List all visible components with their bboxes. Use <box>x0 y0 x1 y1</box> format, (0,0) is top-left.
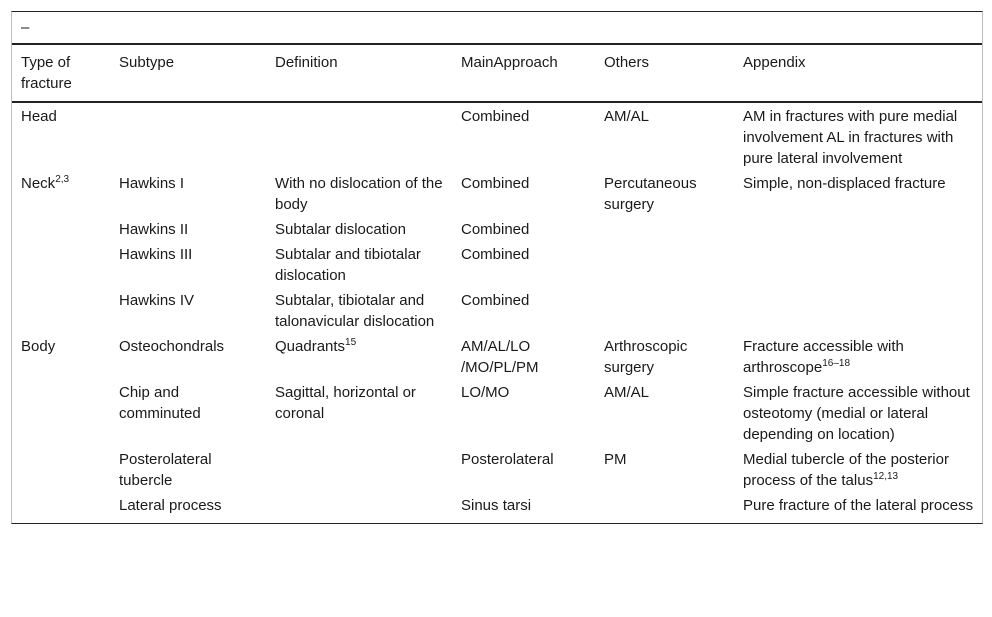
cell-appendix <box>734 171 982 217</box>
cell-approach <box>452 102 595 171</box>
header-definition: Definition <box>266 45 452 102</box>
cell-others <box>595 217 734 242</box>
cell-approach <box>452 493 595 523</box>
cell-type <box>12 447 110 493</box>
cell-appendix <box>734 242 982 288</box>
cell-approach-text: Combined <box>461 292 530 309</box>
cell-appendix-text: Simple fracture accessible without osteotomy (medial or lateral depending on location) <box>743 384 970 443</box>
cell-approach <box>452 171 595 217</box>
cell-approach <box>452 447 595 493</box>
cell-subtype-text: Osteochondrals <box>119 338 225 355</box>
table-caption: – <box>12 12 982 45</box>
cell-appendix <box>734 380 982 447</box>
cell-definition-text: Sagittal, horizontal or coronal <box>275 384 416 422</box>
cell-others <box>595 171 734 217</box>
table-row <box>12 102 982 171</box>
cell-approach-text: Combined <box>461 246 530 263</box>
header-subtype: Subtype <box>110 45 266 102</box>
table-row <box>12 334 982 380</box>
cell-type <box>12 334 110 380</box>
cell-appendix <box>734 334 982 380</box>
table-row <box>12 380 982 447</box>
reference-superscript: 16–18 <box>822 358 851 369</box>
cell-appendix-text: Pure fracture of the lateral process <box>743 497 974 514</box>
cell-subtype-text: Hawkins IV <box>119 292 195 309</box>
cell-type <box>12 242 110 288</box>
cell-definition <box>266 242 452 288</box>
cell-subtype-text: Posterolateral tubercle <box>119 451 212 489</box>
table-row <box>12 217 982 242</box>
cell-subtype <box>110 380 266 447</box>
cell-approach <box>452 334 595 380</box>
cell-appendix <box>734 102 982 171</box>
cell-definition-text: Subtalar and tibiotalar dislocation <box>275 246 421 284</box>
cell-definition-text: Subtalar, tibiotalar and talonavicular dislocation <box>275 292 435 330</box>
cell-appendix-text: AM in fractures with pure medial involvement AL in fractures with pure lateral involvement <box>743 108 958 167</box>
cell-subtype <box>110 447 266 493</box>
fracture-classification-table <box>11 11 983 524</box>
cell-definition <box>266 493 452 523</box>
cell-definition <box>266 380 452 447</box>
cell-appendix-text: Medial tubercle of the posterior process of the talus <box>743 451 949 489</box>
cell-approach-text: Posterolateral <box>461 451 554 468</box>
cell-others-text: Arthroscopic surgery <box>604 338 688 376</box>
cell-definition <box>266 102 452 171</box>
table-row <box>12 493 982 523</box>
header-type: Type of fracture <box>12 45 110 102</box>
cell-subtype-text: Lateral process <box>119 497 222 514</box>
cell-others <box>595 380 734 447</box>
cell-approach-text: LO/MO <box>461 384 510 401</box>
cell-others-text: Percutaneous surgery <box>604 175 697 213</box>
cell-subtype <box>110 171 266 217</box>
table-row <box>12 171 982 217</box>
cell-type-text: Head <box>21 108 57 125</box>
cell-appendix <box>734 217 982 242</box>
cell-others <box>595 493 734 523</box>
header-row <box>12 45 982 102</box>
cell-appendix-text: Fracture accessible with arthroscope <box>743 338 904 376</box>
cell-definition <box>266 288 452 334</box>
cell-subtype-text: Hawkins II <box>119 221 189 238</box>
cell-subtype <box>110 334 266 380</box>
cell-approach-text: Combined <box>461 108 530 125</box>
cell-type <box>12 493 110 523</box>
cell-approach <box>452 380 595 447</box>
cell-approach-text: Combined <box>461 175 530 192</box>
data-table <box>12 45 982 523</box>
cell-appendix-text: Simple, non-displaced fracture <box>743 175 946 192</box>
cell-approach <box>452 242 595 288</box>
cell-subtype <box>110 217 266 242</box>
cell-approach <box>452 217 595 242</box>
cell-subtype-text: Hawkins III <box>119 246 193 263</box>
cell-others <box>595 242 734 288</box>
header-others: Others <box>595 45 734 102</box>
table-row <box>12 242 982 288</box>
reference-superscript: 2,3 <box>55 174 70 185</box>
table-row <box>12 447 982 493</box>
reference-superscript: 12,13 <box>873 471 899 482</box>
cell-others <box>595 447 734 493</box>
reference-superscript: 15 <box>345 337 357 348</box>
cell-definition <box>266 171 452 217</box>
cell-subtype <box>110 288 266 334</box>
header-main-approach: MainApproach <box>452 45 595 102</box>
cell-others-text: PM <box>604 451 627 468</box>
cell-subtype <box>110 102 266 171</box>
table-row <box>12 288 982 334</box>
cell-others-text: AM/AL <box>604 108 650 125</box>
cell-others <box>595 102 734 171</box>
cell-approach <box>452 288 595 334</box>
cell-type-text: Neck <box>21 175 56 192</box>
cell-definition-text: With no dislocation of the body <box>275 175 443 213</box>
cell-definition-text: Quadrants <box>275 338 346 355</box>
cell-others-text: AM/AL <box>604 384 650 401</box>
cell-type <box>12 380 110 447</box>
cell-definition <box>266 217 452 242</box>
cell-type <box>12 171 110 217</box>
cell-type <box>12 217 110 242</box>
cell-others <box>595 334 734 380</box>
cell-approach-text: Sinus tarsi <box>461 497 532 514</box>
cell-type-text: Body <box>21 338 56 355</box>
cell-subtype <box>110 242 266 288</box>
header-appendix: Appendix <box>734 45 982 102</box>
cell-definition <box>266 447 452 493</box>
cell-definition-text: Subtalar dislocation <box>275 221 406 238</box>
cell-appendix <box>734 288 982 334</box>
cell-approach-text: Combined <box>461 221 530 238</box>
cell-definition <box>266 334 452 380</box>
cell-subtype <box>110 493 266 523</box>
cell-appendix <box>734 493 982 523</box>
cell-subtype-text: Chip and comminuted <box>119 384 201 422</box>
cell-subtype-text: Hawkins I <box>119 175 185 192</box>
cell-approach-text: AM/AL/LO /MO/PL/PM <box>461 338 539 376</box>
cell-appendix <box>734 447 982 493</box>
cell-others <box>595 288 734 334</box>
cell-type <box>12 102 110 171</box>
cell-type <box>12 288 110 334</box>
